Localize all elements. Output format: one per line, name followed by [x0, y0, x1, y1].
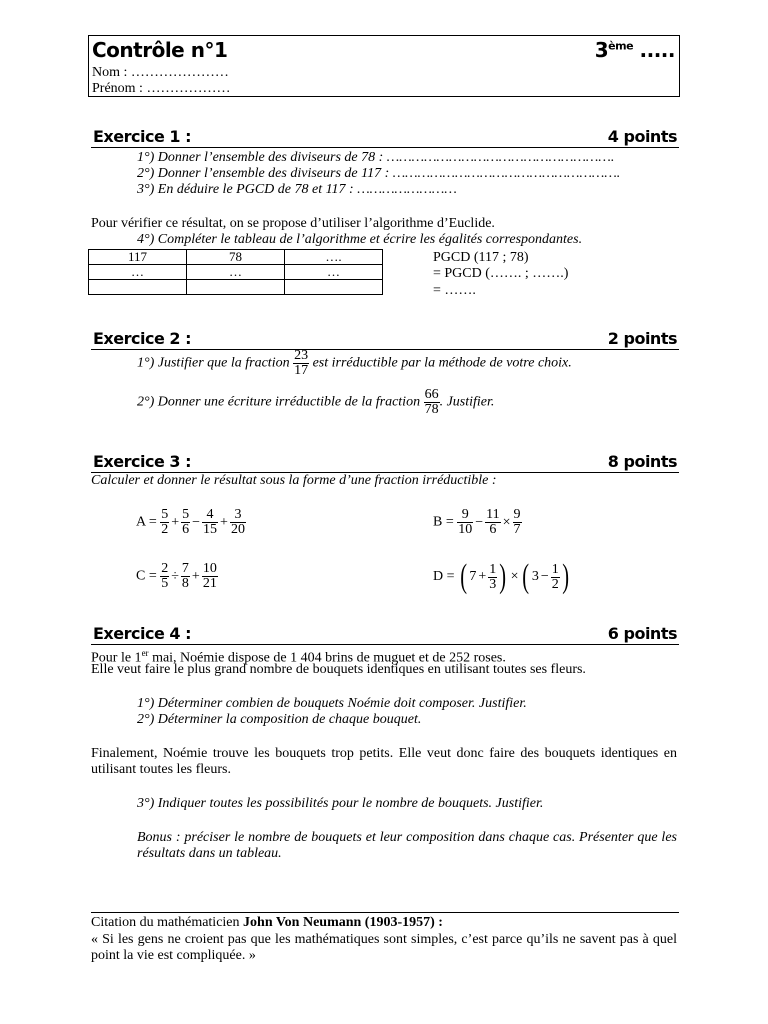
operator: − [540, 569, 549, 585]
operator: + [191, 568, 200, 584]
denominator: 2 [161, 522, 169, 537]
numerator: 2 [161, 561, 169, 576]
expr-label: A = [136, 514, 157, 530]
ex4-bonus: Bonus : préciser le nombre de bouquets et leur composition dans chaque cas. Présenter que les résultats dans un tableau. [137, 830, 677, 861]
pgcd-eq-2: = PGCD (……. ; …….) [433, 266, 569, 281]
numerator: 4 [202, 508, 218, 523]
fraction [513, 508, 522, 537]
numerator: 3 [230, 508, 246, 523]
operator: − [475, 514, 484, 530]
page-title: Contrôle n°1 [92, 38, 228, 62]
quote-text: « Si les gens ne croient pas que les mathématiques sont simples, c’est parce qu’ils ne savent pas à quel point la vie est compliquée. » [91, 932, 677, 963]
numerator: 9 [513, 507, 521, 522]
ex2-q1-text-b: est irréductible par la méthode de votre choix. [312, 355, 572, 371]
denominator: 21 [202, 576, 217, 591]
numerator: 1 [551, 561, 559, 577]
denominator: 5 [161, 576, 169, 591]
expression-D [433, 558, 571, 596]
exercise-3-points: 8 points [607, 452, 677, 471]
exercise-4-header [91, 624, 679, 645]
table-row [89, 265, 383, 280]
ex1-q1: 1°) Donner l’ensemble des diviseurs de 78 : ………………………………………………. [137, 150, 615, 165]
fraction [551, 563, 560, 592]
denominator: 6 [182, 522, 190, 537]
fraction [160, 562, 169, 591]
expression-B [433, 508, 522, 537]
exercise-4-title: Exercice 4 : [93, 624, 191, 643]
exercise-2-points: 2 points [607, 329, 677, 348]
fraction [202, 508, 218, 537]
fraction [160, 508, 169, 537]
ex4-q1: 1°) Déterminer combien de bouquets Noémie doit composer. Justifier. [137, 696, 527, 711]
fraction [181, 508, 190, 537]
quote-intro [91, 915, 443, 931]
table-cell: 117 [89, 250, 187, 265]
ex2-q1 [137, 349, 572, 378]
ex1-q2: 2°) Donner l’ensemble des diviseurs de 117 : ………………………………………………. [137, 166, 621, 181]
ex2-q1-text-a: 1°) Justifier que la fraction [137, 355, 290, 371]
denominator: 8 [181, 576, 189, 591]
prenom-field: Prénom : ……………… [92, 81, 231, 96]
exercise-3-header [91, 452, 679, 473]
numerator: 5 [182, 507, 190, 522]
fraction [485, 508, 500, 537]
numerator: 1 [489, 561, 497, 577]
numerator: 23 [294, 348, 309, 363]
operator: + [220, 514, 228, 530]
denominator: 78 [424, 402, 439, 417]
denominator: 10 [458, 522, 473, 537]
operator: − [192, 514, 201, 530]
operator: + [171, 514, 180, 530]
ex4-q3: 3°) Indiquer toutes les possibilités pour le nombre de bouquets. Justifier. [137, 796, 544, 811]
table-cell [187, 280, 285, 295]
numerator: 9 [457, 508, 473, 523]
denominator: 7 [513, 522, 521, 537]
operator: ÷ [171, 568, 179, 584]
ex1-intro: Pour vérifier ce résultat, on se propose d’utiliser l’algorithme d’Euclide. [91, 216, 495, 231]
quote-intro-text: Citation du mathématicien [91, 915, 244, 930]
exercise-1-header [91, 127, 679, 148]
denominator: 2 [551, 576, 559, 592]
expr-label: B = [433, 514, 454, 530]
fraction-66-78 [424, 388, 440, 417]
ex4-p1-a: Pour le 1 [91, 650, 142, 666]
denominator: 6 [489, 522, 497, 537]
class-suffix: ème [608, 39, 634, 53]
table-cell: … [187, 265, 285, 280]
ex4-p1-sup: er [141, 648, 149, 658]
table-cell [89, 280, 187, 295]
exercise-3-title: Exercice 3 : [93, 452, 191, 471]
ex1-q4: 4°) Compléter le tableau de l’algorithme et écrire les égalités correspondantes. [137, 232, 583, 247]
numerator: 66 [424, 387, 439, 402]
table-cell [285, 280, 383, 295]
expression-A [136, 508, 246, 537]
fraction-23-17 [293, 349, 309, 378]
denominator: 17 [294, 363, 309, 378]
fraction [230, 508, 246, 537]
number: 3 [531, 569, 539, 585]
operator: + [478, 569, 487, 585]
table-cell: … [285, 265, 383, 280]
ex2-q2-text-a: 2°) Donner une écriture irréductible de la fraction [137, 394, 421, 410]
left-paren-icon: ( [522, 558, 530, 595]
ex4-p2: Elle veut faire le plus grand nombre de bouquets identiques en utilisant toutes ses fleurs. [91, 662, 586, 677]
table-cell: 78 [187, 250, 285, 265]
table-row [89, 280, 383, 295]
pgcd-eq-1: PGCD (117 ; 78) [433, 250, 529, 265]
ex4-q2: 2°) Déterminer la composition de chaque bouquet. [137, 712, 422, 727]
number: 7 [469, 569, 477, 585]
exercise-2-title: Exercice 2 : [93, 329, 191, 348]
fraction [457, 508, 473, 537]
ex1-q3: 3°) En déduire le PGCD de 78 et 117 : …………………… [137, 182, 457, 197]
ex4-p3: Finalement, Noémie trouve les bouquets trop petits. Elle veut donc faire des bouquets identiques en utilisant toutes les fleurs. [91, 746, 677, 777]
operator: × [510, 569, 519, 585]
fraction [202, 562, 218, 591]
class-label [595, 38, 675, 62]
ex3-intro: Calculer et donner le résultat sous la forme d’une fraction irréductible : [91, 473, 497, 488]
quote-author: John Von Neumann (1903-1957) : [243, 915, 443, 930]
denominator: 15 [203, 522, 218, 537]
table-cell: … [89, 265, 187, 280]
denominator: 3 [489, 576, 497, 592]
right-paren-icon: ) [499, 558, 507, 595]
table-cell: …. [285, 250, 383, 265]
expr-label: C = [136, 568, 157, 584]
expression-C [136, 562, 218, 591]
fraction [488, 563, 497, 592]
nom-field: Nom : ………………… [92, 65, 229, 80]
quote-divider [91, 912, 679, 913]
ex2-q2-text-b: . Justifier. [439, 394, 495, 410]
ex2-q2 [137, 388, 494, 417]
denominator: 20 [230, 522, 245, 537]
euclid-table [88, 249, 383, 295]
numerator: 10 [202, 561, 217, 576]
fraction [181, 562, 190, 591]
right-paren-icon: ) [561, 558, 569, 595]
operator: × [502, 514, 511, 530]
left-paren-icon: ( [460, 558, 468, 595]
numerator: 11 [486, 507, 500, 522]
header-box [88, 35, 680, 97]
exercise-4-points: 6 points [607, 624, 677, 643]
exercise-2-header [91, 329, 679, 350]
class-dots: ..... [639, 38, 675, 62]
table-row [89, 250, 383, 265]
exercise-1-title: Exercice 1 : [93, 127, 191, 146]
numerator: 7 [181, 561, 189, 576]
class-number: 3 [594, 38, 609, 62]
expr-label: D = [433, 569, 455, 585]
ex4-p1-b: mai, Noémie dispose de 1 404 brins de muguet et de 252 roses. [148, 650, 506, 666]
pgcd-eq-3: = ……. [433, 283, 476, 298]
exercise-1-points: 4 points [607, 127, 677, 146]
numerator: 5 [161, 507, 169, 522]
